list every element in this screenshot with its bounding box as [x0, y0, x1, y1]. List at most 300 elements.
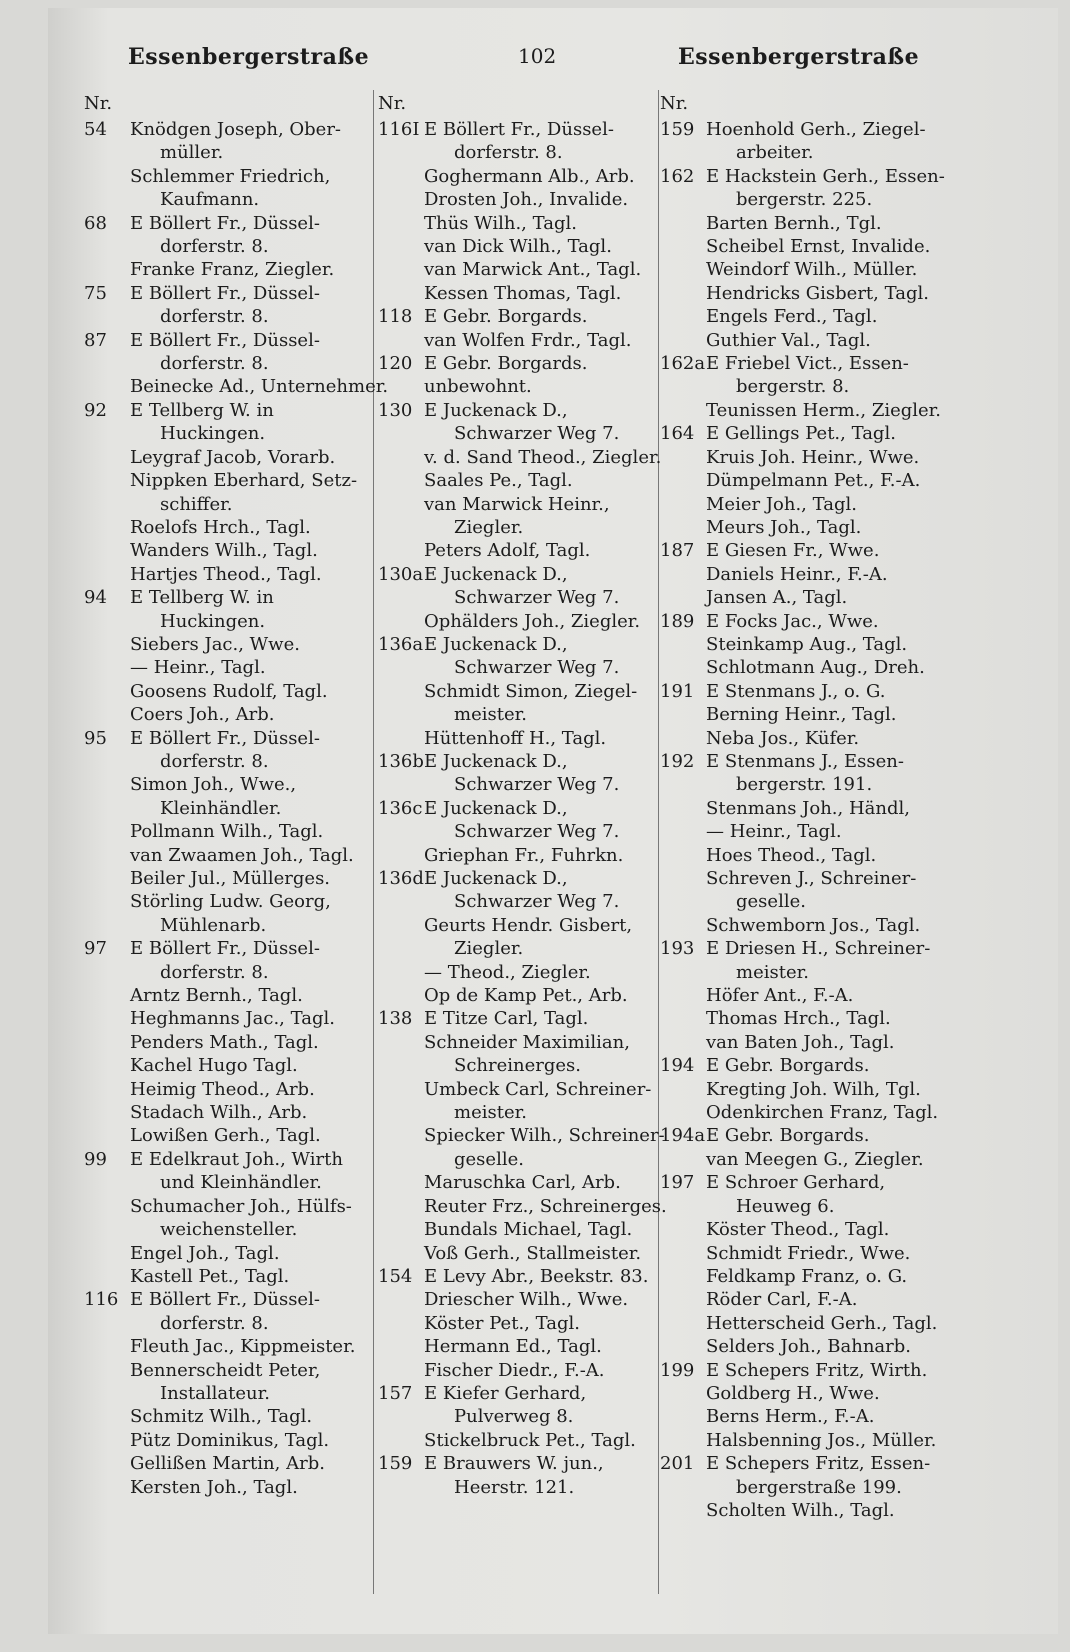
house-number — [378, 680, 424, 727]
entry-line: Berning Heinr., Tagl. — [706, 704, 897, 726]
entry-line: Leygraf Jacob, Vorarb. — [130, 446, 336, 468]
entry-line: unbewohnt. — [424, 376, 532, 398]
house-number: 162a — [660, 353, 706, 375]
resident-text — [706, 867, 960, 914]
directory-entry — [378, 1124, 665, 1171]
continuation-line: Schwarzer Weg 7. — [454, 891, 620, 913]
continuation-line: dorferstr. 8. — [160, 750, 269, 772]
directory-entry — [378, 1335, 658, 1358]
resident-text — [706, 235, 960, 258]
directory-entry — [378, 165, 658, 188]
directory-entry — [84, 539, 374, 562]
directory-entry — [660, 1054, 960, 1077]
resident-text — [706, 1288, 960, 1311]
house-number — [660, 212, 706, 235]
house-number — [378, 1124, 424, 1171]
house-number — [378, 446, 424, 469]
house-number: 194a — [660, 1125, 706, 1147]
resident-text — [424, 844, 658, 867]
entry-line: E Stenmans J., o. G. — [706, 680, 886, 702]
directory-entry — [84, 446, 374, 469]
resident-text — [130, 469, 374, 516]
entry-line: Penders Math., Tagl. — [130, 1031, 319, 1053]
entry-line: E Juckenack D., — [424, 750, 568, 772]
directory-entry — [84, 118, 374, 165]
directory-entry — [84, 680, 374, 703]
directory-entry — [660, 586, 960, 609]
resident-text — [424, 352, 658, 375]
resident-text — [130, 656, 374, 679]
directory-entry — [660, 937, 960, 984]
house-number — [378, 914, 424, 961]
resident-text — [130, 1335, 374, 1358]
house-number: 138 — [378, 1008, 413, 1030]
house-number — [84, 1078, 130, 1101]
resident-text — [424, 1171, 658, 1194]
house-number — [660, 258, 706, 281]
resident-text — [130, 680, 374, 703]
resident-text — [424, 961, 658, 984]
entry-line: van Wolfen Frdr., Tagl. — [424, 329, 632, 351]
entry-line: Schmidt Simon, Ziegel- — [424, 680, 638, 702]
directory-entry — [84, 703, 374, 726]
house-number: 120 — [378, 353, 413, 375]
entry-line: Spiecker Wilh., Schreiner- — [424, 1125, 665, 1147]
house-number — [84, 258, 130, 281]
directory-entry — [660, 750, 960, 797]
continuation-line: Ziegler. — [454, 516, 524, 538]
directory-entry — [378, 212, 658, 235]
house-number — [84, 516, 130, 539]
house-number — [660, 1078, 706, 1101]
resident-text — [706, 118, 960, 165]
resident-text — [130, 539, 374, 562]
house-number: 97 — [84, 938, 107, 960]
directory-entry — [660, 212, 960, 235]
directory-entry — [660, 797, 960, 820]
resident-text — [130, 118, 374, 165]
directory-entry — [84, 1476, 374, 1499]
entry-line: Feldkamp Franz, o. G. — [706, 1265, 908, 1287]
entry-line: E Böllert Fr., Düssel- — [130, 212, 320, 234]
resident-text — [130, 890, 374, 937]
directory-entry — [84, 1195, 374, 1242]
directory-entry — [84, 937, 374, 984]
house-number: 193 — [660, 938, 695, 960]
house-number — [660, 1288, 706, 1311]
resident-text — [130, 563, 374, 586]
resident-text — [130, 329, 374, 376]
entry-line: Odenkirchen Franz, Tagl. — [706, 1102, 939, 1124]
house-number — [84, 984, 130, 1007]
directory-entry — [660, 1148, 960, 1171]
directory-entry — [378, 235, 658, 258]
entry-line: Thüs Wilh., Tagl. — [424, 212, 577, 234]
entry-line: Nippken Eberhard, Setz- — [130, 470, 358, 492]
house-number: 75 — [84, 282, 107, 304]
directory-entry — [378, 375, 658, 398]
entry-line: E Driesen H., Schreiner- — [706, 938, 931, 960]
entry-line: E Böllert Fr., Düssel- — [130, 282, 320, 304]
resident-text — [130, 727, 374, 774]
directory-entry — [660, 1499, 960, 1522]
resident-text — [130, 1476, 374, 1499]
directory-entry — [84, 282, 374, 329]
directory-entry — [84, 1007, 374, 1030]
resident-text — [706, 1124, 960, 1147]
directory-entry — [660, 1265, 960, 1288]
continuation-line: Huckingen. — [160, 423, 266, 445]
house-number: 116I — [378, 119, 420, 140]
resident-text — [706, 1312, 960, 1335]
directory-entry — [378, 1171, 658, 1194]
house-number — [378, 539, 424, 562]
house-number — [378, 282, 424, 305]
resident-text — [706, 656, 960, 679]
directory-entry — [84, 1078, 374, 1101]
resident-text — [130, 820, 374, 843]
entry-line: E Levy Abr., Beekstr. 83. — [424, 1265, 649, 1287]
entry-line: Franke Franz, Ziegler. — [130, 259, 335, 281]
house-number — [660, 1101, 706, 1124]
entry-line: Köster Theod., Tagl. — [706, 1219, 890, 1241]
entry-line: E Gebr. Borgards. — [424, 353, 588, 375]
directory-entry — [660, 399, 960, 422]
resident-text — [706, 1452, 960, 1499]
house-number — [378, 1335, 424, 1358]
resident-text — [130, 633, 374, 656]
continuation-line: dorferstr. 8. — [160, 306, 269, 328]
continuation-line: und Kleinhändler. — [160, 1172, 322, 1194]
entry-line: E Juckenack D., — [424, 563, 568, 585]
directory-entry — [378, 1031, 658, 1078]
entry-line: Schlemmer Friedrich, — [130, 165, 331, 187]
directory-entry — [84, 820, 374, 843]
house-number: 68 — [84, 212, 107, 234]
resident-text — [130, 1405, 374, 1428]
entry-line: E Schepers Fritz, Essen- — [706, 1453, 931, 1475]
house-number — [660, 703, 706, 726]
resident-text — [706, 680, 960, 703]
entry-line: Neba Jos., Küfer. — [706, 727, 860, 749]
continuation-line: schiffer. — [160, 493, 233, 515]
house-number: 95 — [84, 727, 107, 749]
house-number — [660, 1382, 706, 1405]
resident-text — [706, 1429, 960, 1452]
directory-entry — [378, 1218, 658, 1241]
page-header — [48, 38, 1058, 78]
entry-line: E Juckenack D., — [424, 399, 568, 421]
resident-text — [424, 610, 658, 633]
entry-line: Kessen Thomas, Tagl. — [424, 282, 622, 304]
house-number: 197 — [660, 1172, 695, 1194]
resident-text — [424, 329, 658, 352]
house-number — [84, 1359, 130, 1406]
resident-text — [130, 1359, 374, 1406]
entry-line: Drosten Joh., Invalide. — [424, 189, 629, 211]
resident-text — [424, 1218, 658, 1241]
entry-line: van Zwaamen Joh., Tagl. — [130, 844, 354, 866]
entry-line: Hendricks Gisbert, Tagl. — [706, 282, 929, 304]
directory-entry — [660, 446, 960, 469]
resident-text — [130, 516, 374, 539]
directory-entry — [378, 727, 658, 750]
house-number — [660, 1218, 706, 1241]
continuation-line: arbeiter. — [736, 142, 814, 164]
resident-text — [706, 446, 960, 469]
house-number — [84, 820, 130, 843]
entry-line: Hoenhold Gerh., Ziegel- — [706, 119, 926, 140]
directory-entry — [378, 1265, 658, 1288]
entry-line: E Böllert Fr., Düssel- — [130, 329, 320, 351]
resident-text — [130, 773, 374, 820]
resident-text — [706, 937, 960, 984]
continuation-line: Heuweg 6. — [736, 1195, 835, 1217]
house-number: 118 — [378, 306, 413, 328]
directory-entry — [660, 1007, 960, 1030]
directory-entry — [378, 446, 662, 469]
continuation-line: weichensteller. — [160, 1219, 298, 1241]
continuation-line: bergerstr. 225. — [736, 189, 873, 211]
house-number — [84, 1335, 130, 1358]
resident-text — [424, 235, 658, 258]
house-number — [660, 867, 706, 914]
resident-text — [424, 1382, 658, 1429]
continuation-line: müller. — [160, 142, 224, 164]
resident-text — [424, 867, 658, 914]
directory-entry — [660, 1218, 960, 1241]
entry-line: E Juckenack D., — [424, 797, 568, 819]
directory-entry — [84, 1429, 374, 1452]
entry-line: E Gebr. Borgards. — [424, 306, 588, 328]
resident-text — [424, 563, 658, 610]
house-number — [84, 1452, 130, 1475]
house-number — [660, 844, 706, 867]
entry-line: Bennerscheidt Peter, — [130, 1359, 321, 1381]
resident-text — [424, 1265, 658, 1288]
directory-entry — [84, 984, 374, 1007]
entry-line: van Marwick Heinr., — [424, 493, 610, 515]
entry-line: Guthier Val., Tagl. — [706, 329, 871, 351]
entry-line: E Gebr. Borgards. — [706, 1055, 870, 1077]
directory-entry — [378, 961, 658, 984]
entry-line: van Dick Wilh., Tagl. — [424, 236, 612, 258]
directory-entry — [84, 890, 374, 937]
house-number — [660, 493, 706, 516]
entry-line: Jansen A., Tagl. — [706, 587, 848, 609]
column-1 — [84, 92, 389, 1499]
resident-text — [706, 1218, 960, 1241]
house-number — [660, 797, 706, 820]
directory-entry — [660, 422, 960, 445]
resident-text — [706, 1405, 960, 1428]
resident-text — [706, 984, 960, 1007]
entry-line: Engels Ferd., Tagl. — [706, 306, 878, 328]
directory-entry — [660, 844, 960, 867]
house-number — [660, 399, 706, 422]
directory-entry — [378, 305, 658, 328]
directory-entry — [660, 1405, 960, 1428]
house-number — [84, 1476, 130, 1499]
resident-text — [706, 586, 960, 609]
resident-text — [424, 797, 658, 844]
directory-entry — [660, 563, 960, 586]
house-number — [378, 329, 424, 352]
entry-line: E Gellings Pet., Tagl. — [706, 423, 896, 445]
entry-line: Schmitz Wilh., Tagl. — [130, 1406, 313, 1428]
directory-entry — [84, 329, 374, 376]
directory-entry — [84, 165, 374, 212]
entry-line: Peters Adolf, Tagl. — [424, 540, 591, 562]
resident-text — [424, 680, 658, 727]
continuation-line: Schwarzer Weg 7. — [454, 423, 620, 445]
resident-text — [706, 703, 960, 726]
directory-entry — [378, 867, 658, 914]
directory-entry — [378, 329, 658, 352]
entry-line: Heghmanns Jac., Tagl. — [130, 1008, 335, 1030]
directory-entry — [660, 1171, 960, 1218]
entry-line: Scheibel Ernst, Invalide. — [706, 236, 931, 258]
directory-entry — [660, 493, 960, 516]
entry-line: Steinkamp Aug., Tagl. — [706, 633, 908, 655]
house-number — [378, 1195, 424, 1218]
entry-line: Voß Gerh., Stallmeister. — [424, 1242, 642, 1264]
directory-entry — [378, 258, 658, 281]
directory-entry — [84, 1124, 374, 1147]
resident-text — [424, 188, 658, 211]
entry-line: Dümpelmann Pet., F.-A. — [706, 470, 921, 492]
entry-line: Wanders Wilh., Tagl. — [130, 540, 318, 562]
directory-entry — [378, 750, 658, 797]
directory-entry — [660, 820, 960, 843]
directory-entry — [378, 118, 658, 165]
directory-entry — [84, 1148, 374, 1195]
resident-text — [130, 282, 374, 329]
directory-entry — [84, 212, 374, 259]
house-number — [84, 844, 130, 867]
entry-line: Daniels Heinr., F.-A. — [706, 563, 888, 585]
resident-text — [130, 399, 374, 446]
directory-entry — [84, 258, 374, 281]
house-number — [378, 469, 424, 492]
resident-text — [130, 1007, 374, 1030]
resident-text — [424, 1359, 658, 1382]
resident-text — [130, 1242, 374, 1265]
resident-text — [130, 1265, 374, 1288]
house-number — [660, 329, 706, 352]
resident-text — [424, 446, 661, 469]
house-number — [660, 563, 706, 586]
house-number — [378, 375, 424, 398]
house-number — [84, 1031, 130, 1054]
directory-entry — [378, 1007, 658, 1030]
entry-line: Schmidt Friedr., Wwe. — [706, 1242, 911, 1264]
house-number — [660, 235, 706, 258]
house-number — [84, 1054, 130, 1077]
entry-line: E Tellberg W. in — [130, 399, 274, 421]
directory-entry — [378, 1312, 658, 1335]
continuation-line: Installateur. — [160, 1382, 270, 1404]
directory-entry — [84, 844, 374, 867]
resident-text — [130, 1124, 374, 1147]
house-number: 201 — [660, 1453, 695, 1475]
resident-text — [706, 1054, 960, 1077]
resident-text — [424, 258, 658, 281]
continuation-line: bergerstraße 199. — [736, 1476, 902, 1498]
house-number — [660, 1312, 706, 1335]
entry-line: Fleuth Jac., Kippmeister. — [130, 1336, 356, 1358]
entry-line: — Heinr., Tagl. — [706, 821, 842, 843]
resident-text — [706, 352, 960, 399]
nr-heading: Nr. — [378, 93, 407, 114]
house-number — [84, 633, 130, 656]
directory-entry — [378, 1452, 658, 1499]
entry-line: E Schroer Gerhard, — [706, 1172, 886, 1194]
directory-entry — [378, 844, 658, 867]
entry-line: van Marwick Ant., Tagl. — [424, 259, 642, 281]
continuation-line: dorferstr. 8. — [160, 353, 269, 375]
directory-entry — [660, 1078, 960, 1101]
entry-line: Pütz Dominikus, Tagl. — [130, 1429, 330, 1451]
directory-entry — [378, 633, 658, 680]
directory-entry — [84, 867, 374, 890]
resident-text — [424, 282, 658, 305]
entry-line: Saales Pe., Tagl. — [424, 470, 573, 492]
entry-line: Ophälders Joh., Ziegler. — [424, 610, 641, 632]
entry-line: Meier Joh., Tagl. — [706, 493, 857, 515]
continuation-line: meister. — [736, 961, 809, 983]
header-street-left: Essenbergerstraße — [128, 44, 370, 70]
resident-text — [706, 305, 960, 328]
entry-line: E Juckenack D., — [424, 633, 568, 655]
directory-entry — [84, 1335, 374, 1358]
directory-entry — [660, 610, 960, 633]
house-number — [660, 820, 706, 843]
resident-text — [424, 750, 658, 797]
resident-text — [424, 165, 658, 188]
house-number — [378, 1171, 424, 1194]
house-number — [378, 961, 424, 984]
house-number — [660, 1148, 706, 1171]
resident-text — [706, 1265, 960, 1288]
house-number — [378, 1288, 424, 1311]
resident-text — [424, 1429, 658, 1452]
continuation-line: meister. — [454, 704, 527, 726]
entry-line: Scholten Wilh., Tagl. — [706, 1499, 895, 1521]
entry-line: Roelofs Hrch., Tagl. — [130, 516, 311, 538]
resident-text — [424, 1007, 658, 1030]
directory-entry — [660, 680, 960, 703]
house-number — [378, 258, 424, 281]
continuation-line: dorferstr. 8. — [454, 142, 563, 164]
entry-line: E Böllert Fr., Düssel- — [130, 1289, 320, 1311]
entry-line: Goghermann Alb., Arb. — [424, 165, 635, 187]
house-number — [660, 727, 706, 750]
house-number: 191 — [660, 680, 695, 702]
house-number — [84, 1101, 130, 1124]
house-number — [660, 446, 706, 469]
directory-entry — [84, 1405, 374, 1428]
resident-text — [706, 750, 960, 797]
house-number: 187 — [660, 540, 695, 562]
entry-line: Simon Joh., Wwe., — [130, 774, 297, 796]
resident-text — [706, 1335, 960, 1358]
house-number — [378, 235, 424, 258]
directory-entry — [378, 984, 658, 1007]
directory-page — [48, 8, 1058, 1634]
directory-entry — [84, 1031, 374, 1054]
entry-line: Hetterscheid Gerh., Tagl. — [706, 1312, 938, 1334]
